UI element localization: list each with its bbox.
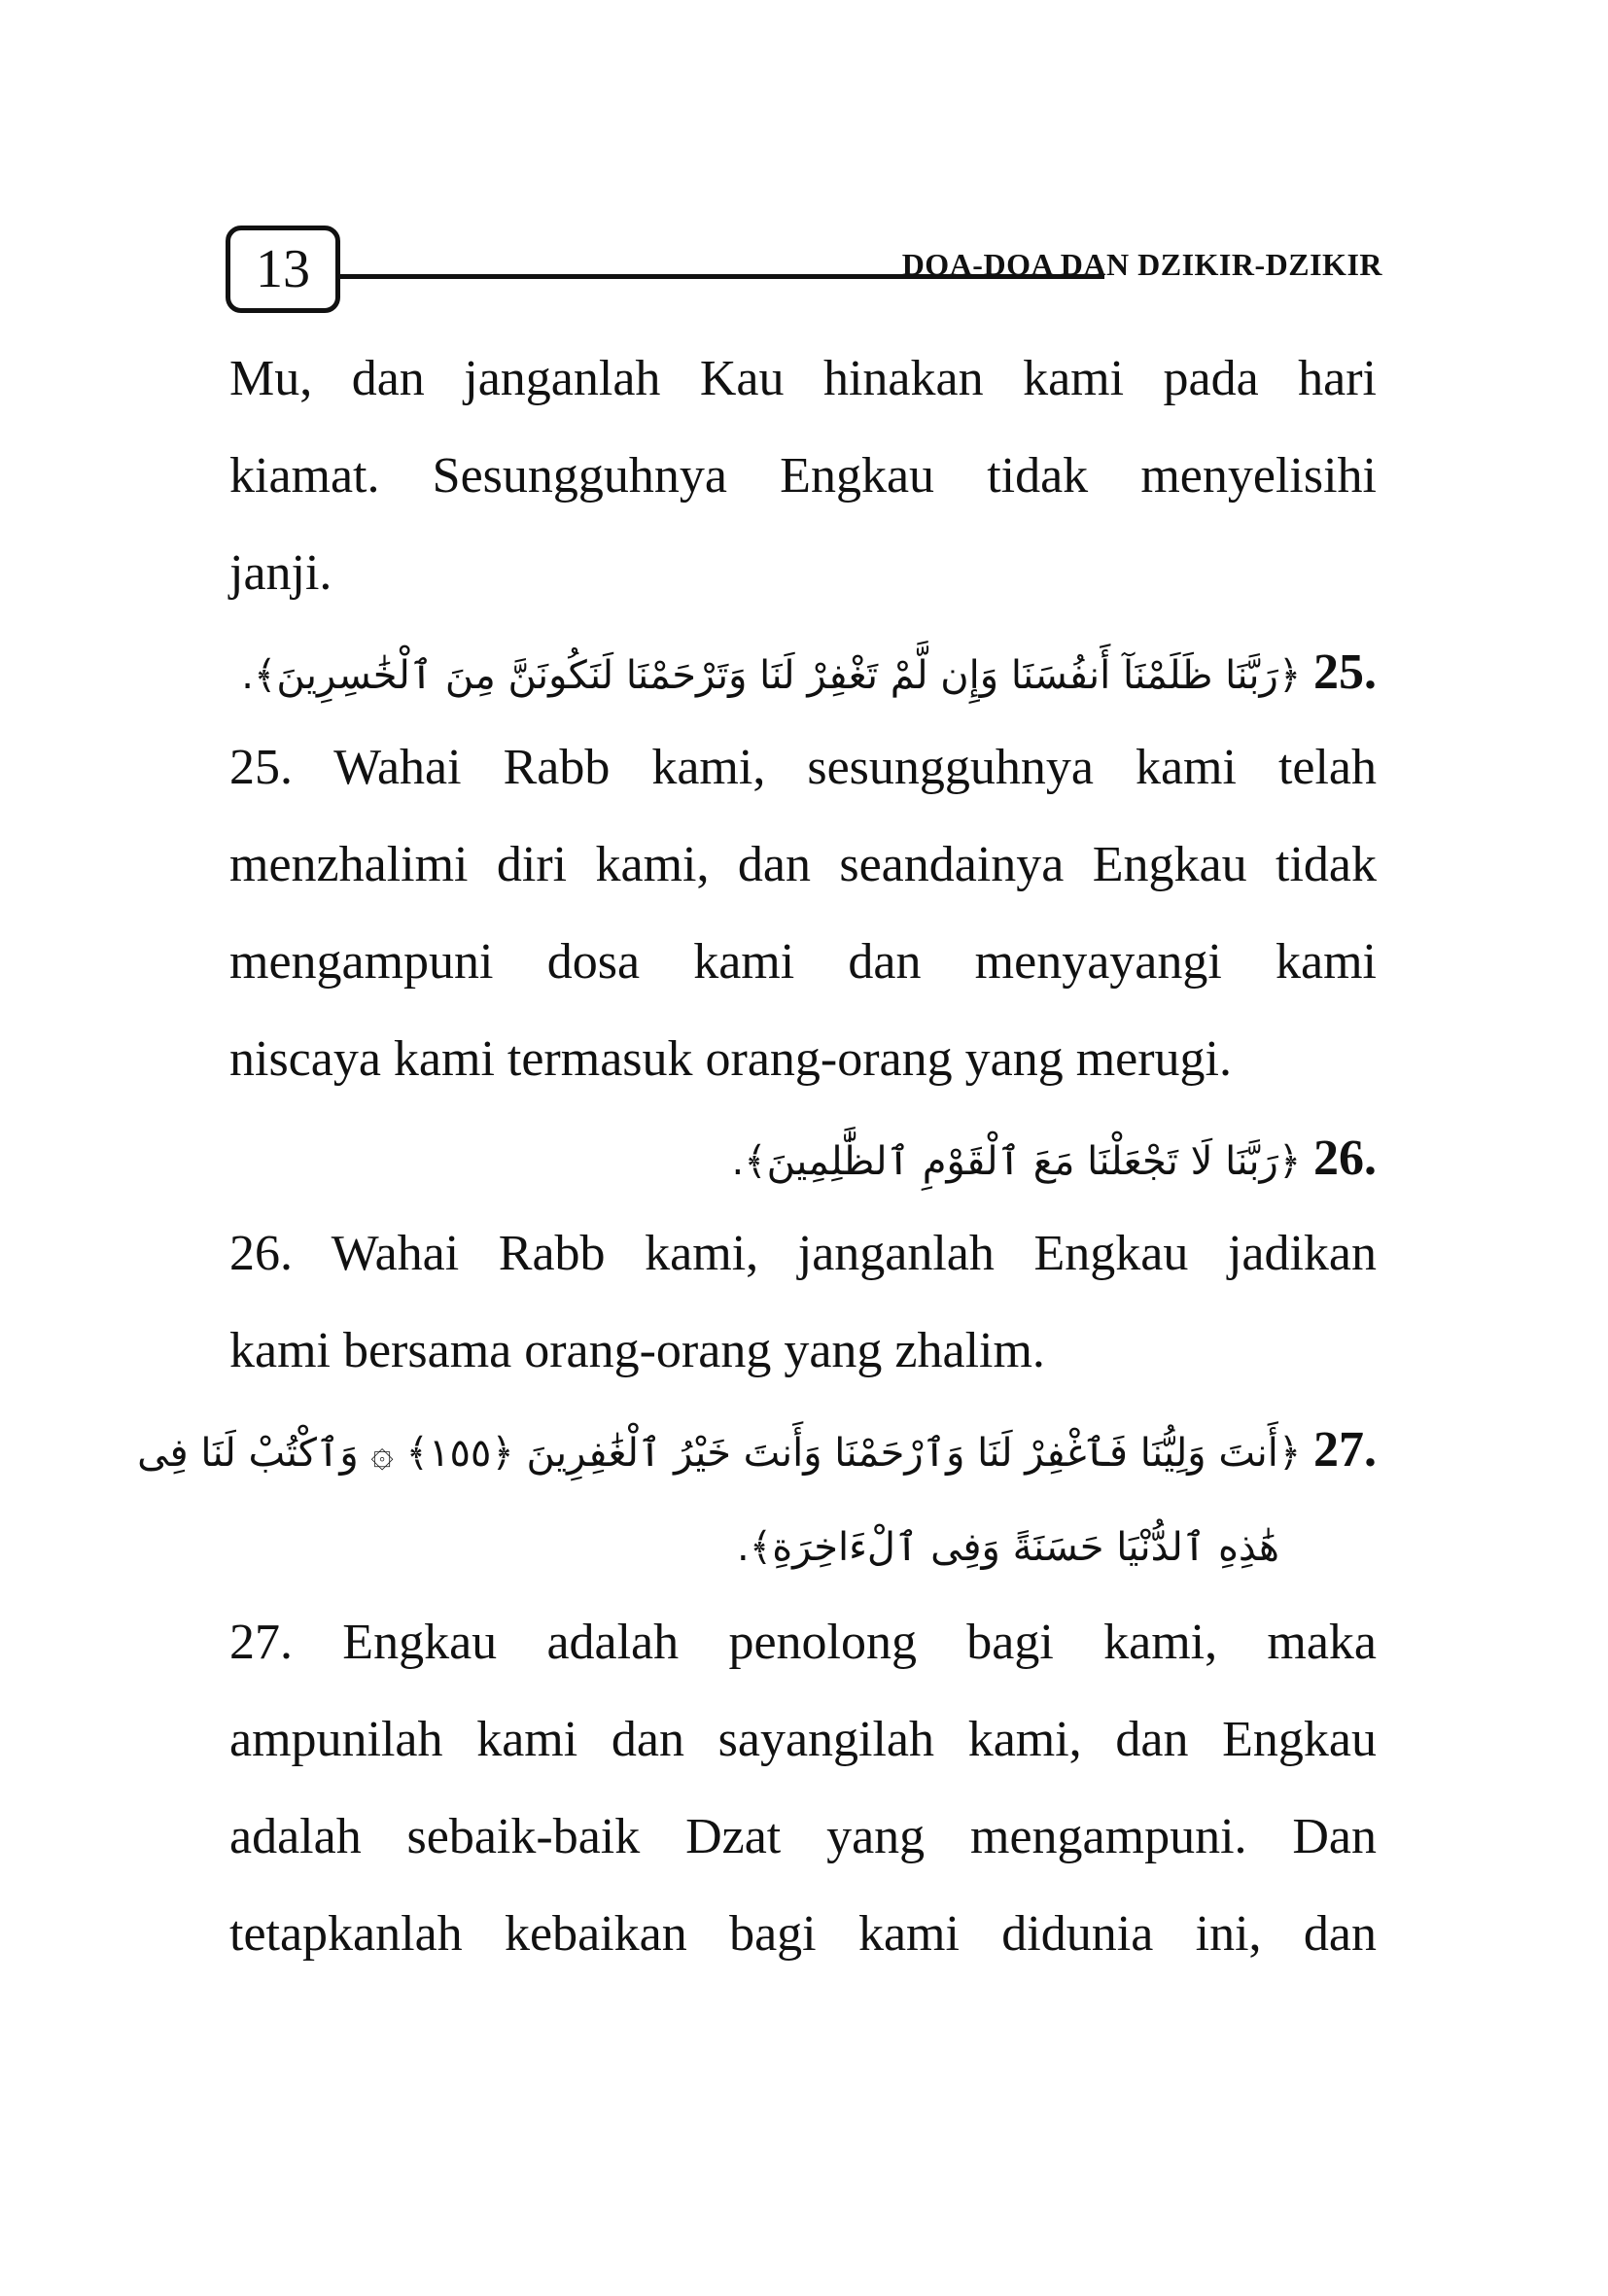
- translation-line: adalah sebaik-baik Dzat yang mengampuni. Dan: [229, 1809, 1377, 1864]
- prayer-number: 25.: [1313, 644, 1377, 700]
- arabic-text: ﴿أَنتَ وَلِيُّنَا فَٱغْفِرْ لَنَا وَٱرْحَمْنَا وَأَنتَ خَيْرُ ٱلْغَٰفِرِينَ ﴿١٥٥﴾ ۞ وَٱكْتُبْ لَنَا فِى: [137, 1431, 1302, 1476]
- body-text-line: Mu, dan janganlah Kau hinakan kami pada hari: [229, 351, 1377, 406]
- translation-line: 26. Wahai Rabb kami, janganlah Engkau jadikan: [229, 1226, 1377, 1281]
- page-header: [226, 226, 1382, 319]
- arabic-text: ﴿رَبَّنَا لَا تَجْعَلْنَا مَعَ ٱلْقَوْمِ ٱلظَّٰلِمِينَ﴾.: [731, 1139, 1302, 1184]
- translation-line: 25. Wahai Rabb kami, sesungguhnya kami telah: [229, 740, 1377, 795]
- translation-line: mengampuni dosa kami dan menyayangi kami: [229, 934, 1377, 990]
- arabic-prayer-26: [229, 1120, 1377, 1198]
- translation-line: kami bersama orang-orang yang zhalim.: [229, 1323, 1045, 1378]
- prayer-number: 27.: [1313, 1422, 1377, 1478]
- arabic-prayer-27-line1: [137, 1411, 1377, 1489]
- running-title: DOA-DOA DAN DZIKIR-DZIKIR: [901, 247, 1382, 282]
- arabic-prayer-25: [229, 634, 1377, 712]
- translation-line: 27. Engkau adalah penolong bagi kami, maka: [229, 1615, 1377, 1670]
- body-text-line: kiamat. Sesungguhnya Engkau tidak menyelisihi: [229, 448, 1377, 504]
- translation-line: ampunilah kami dan sayangilah kami, dan Engkau: [229, 1712, 1377, 1767]
- translation-line: niscaya kami termasuk orang-orang yang merugi.: [229, 1031, 1232, 1087]
- body-text-line: janji.: [229, 545, 332, 601]
- prayer-number: 26.: [1313, 1131, 1377, 1186]
- page-number: 13: [226, 226, 340, 313]
- arabic-prayer-27-line2: هَٰذِهِ ٱلدُّنْيَا حَسَنَةً وَفِى ٱلْءَاخِرَةِ﴾.: [737, 1525, 1279, 1570]
- translation-line: menzhalimi diri kami, dan seandainya Engkau tidak: [229, 837, 1377, 892]
- translation-line: tetapkanlah kebaikan bagi kami didunia ini, dan: [229, 1906, 1377, 1962]
- arabic-text: ﴿رَبَّنَا ظَلَمْنَآ أَنفُسَنَا وَإِن لَّمْ تَغْفِرْ لَنَا وَتَرْحَمْنَا لَنَكُونَنَّ مِنَ ٱلْخَٰسِرِينَ﴾.: [241, 653, 1302, 698]
